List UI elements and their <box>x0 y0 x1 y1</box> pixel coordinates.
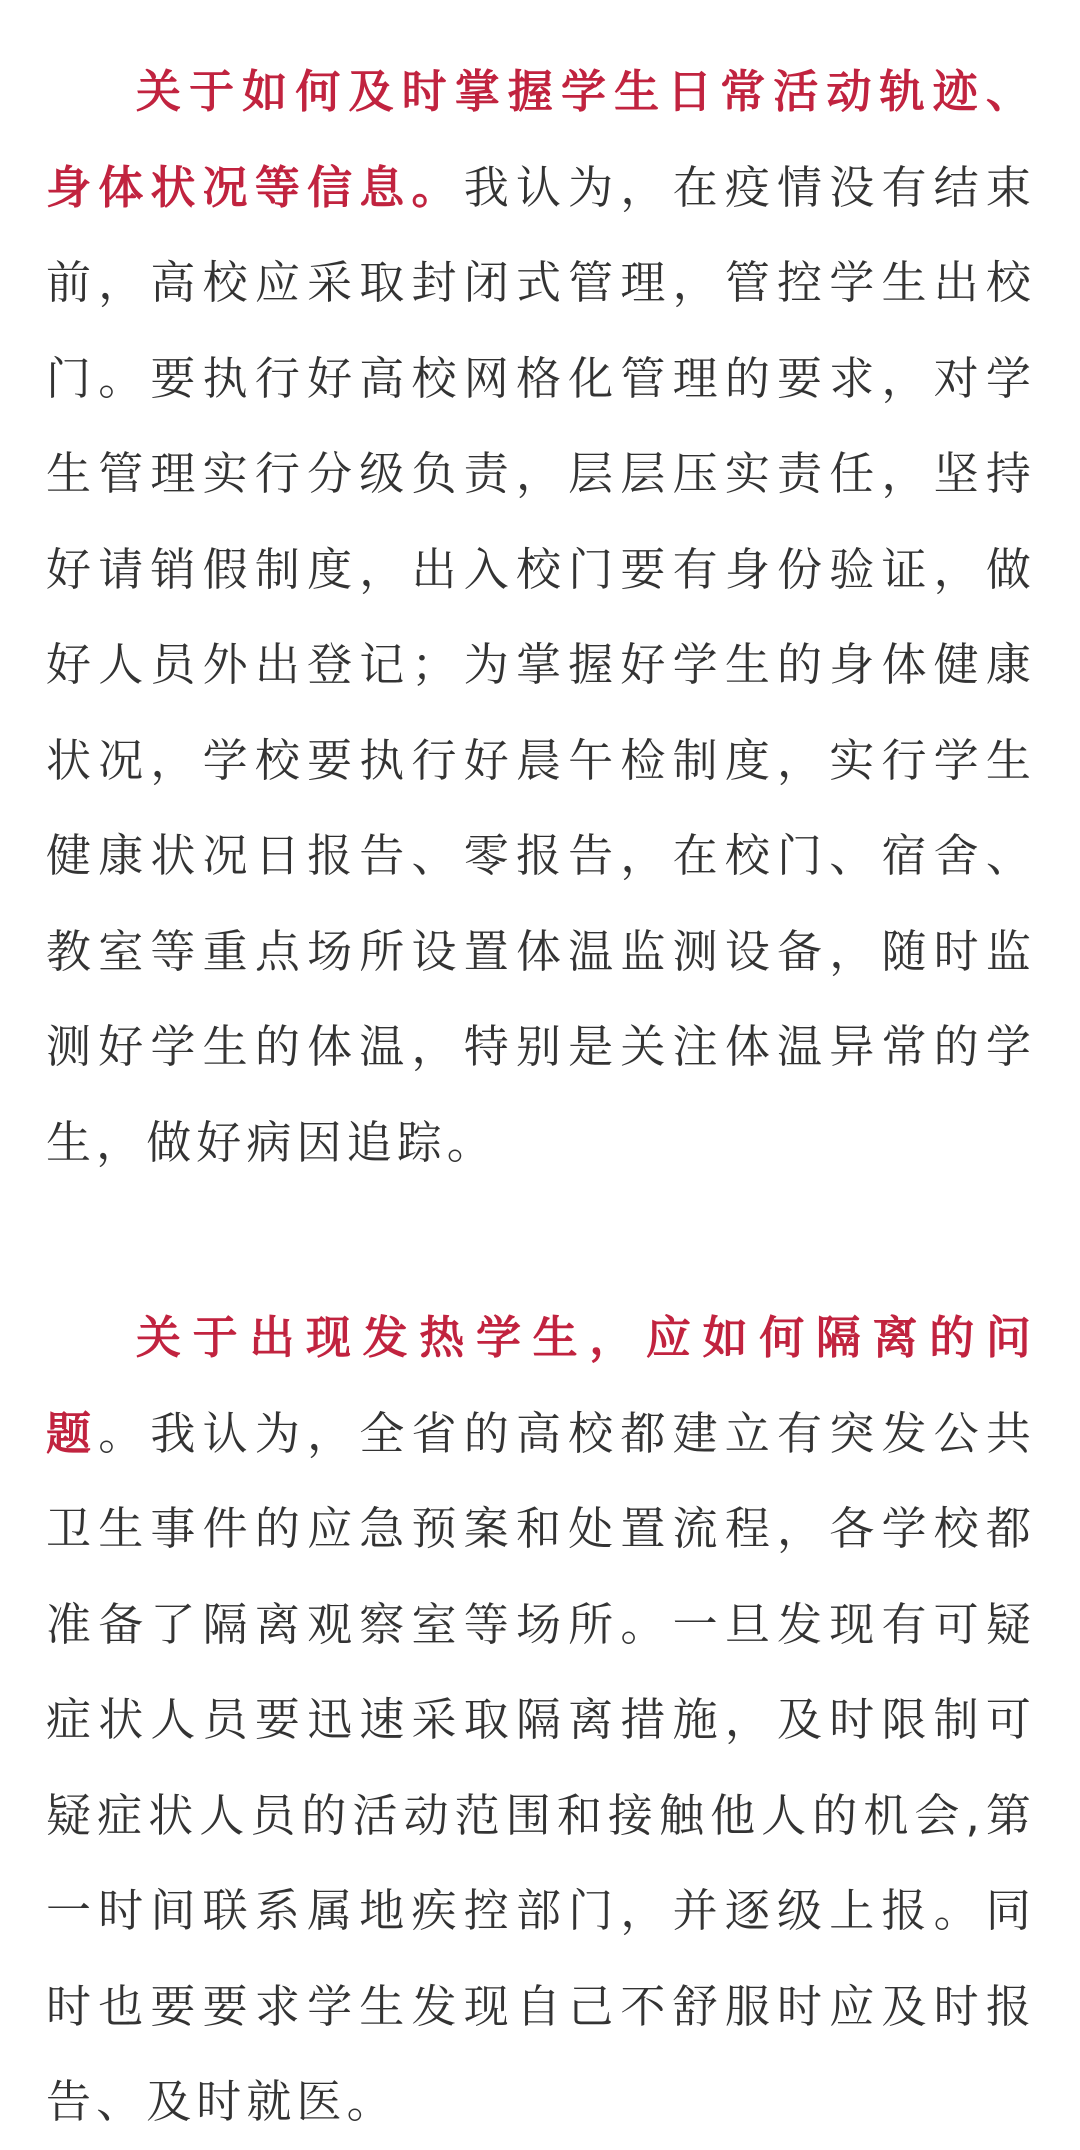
paragraph-text: 我认为，在疫情没有结束前，高校应采取封闭式管理，管控学生出校门。要执行好高校网格化管理的要求，对学生管理实行分级负责，层层压实责任，坚持好请销假制度，出入校门要有身份验证，做好人员外出登记；为掌握好学生的身体健康状况，学校要执行好晨午检制度，实行学生健康状况日报告、零报告，在校门、宿舍、教室等重点场所设置体温监测设备，随时监测好学生的体温，特别是关注体温异常的学生，做好病因追踪。 <box>46 160 1036 1169</box>
paragraph-isolation <box>46 1290 1036 2150</box>
paragraph-heading: 关于出现发热学生，应如何隔离的问题 <box>46 1311 1036 1460</box>
paragraph-tracking <box>46 44 1036 1190</box>
paragraph-heading: 关于如何及时掌握学生日常活动轨迹、身体状况等信息。 <box>46 65 1036 214</box>
paragraph-text: 。我认为，全省的高校都建立有突发公共卫生事件的应急预案和处置流程，各学校都准备了隔离观察室等场所。一旦发现有可疑症状人员要迅速采取隔离措施，及时限制可疑症状人员的活动范围和接触他人的机会,第一时间联系属地疾控部门，并逐级上报。同时也要要求学生发现自己不舒服时应及时报告、及时就医。 <box>46 1406 1036 2128</box>
article-body <box>46 44 1036 2150</box>
